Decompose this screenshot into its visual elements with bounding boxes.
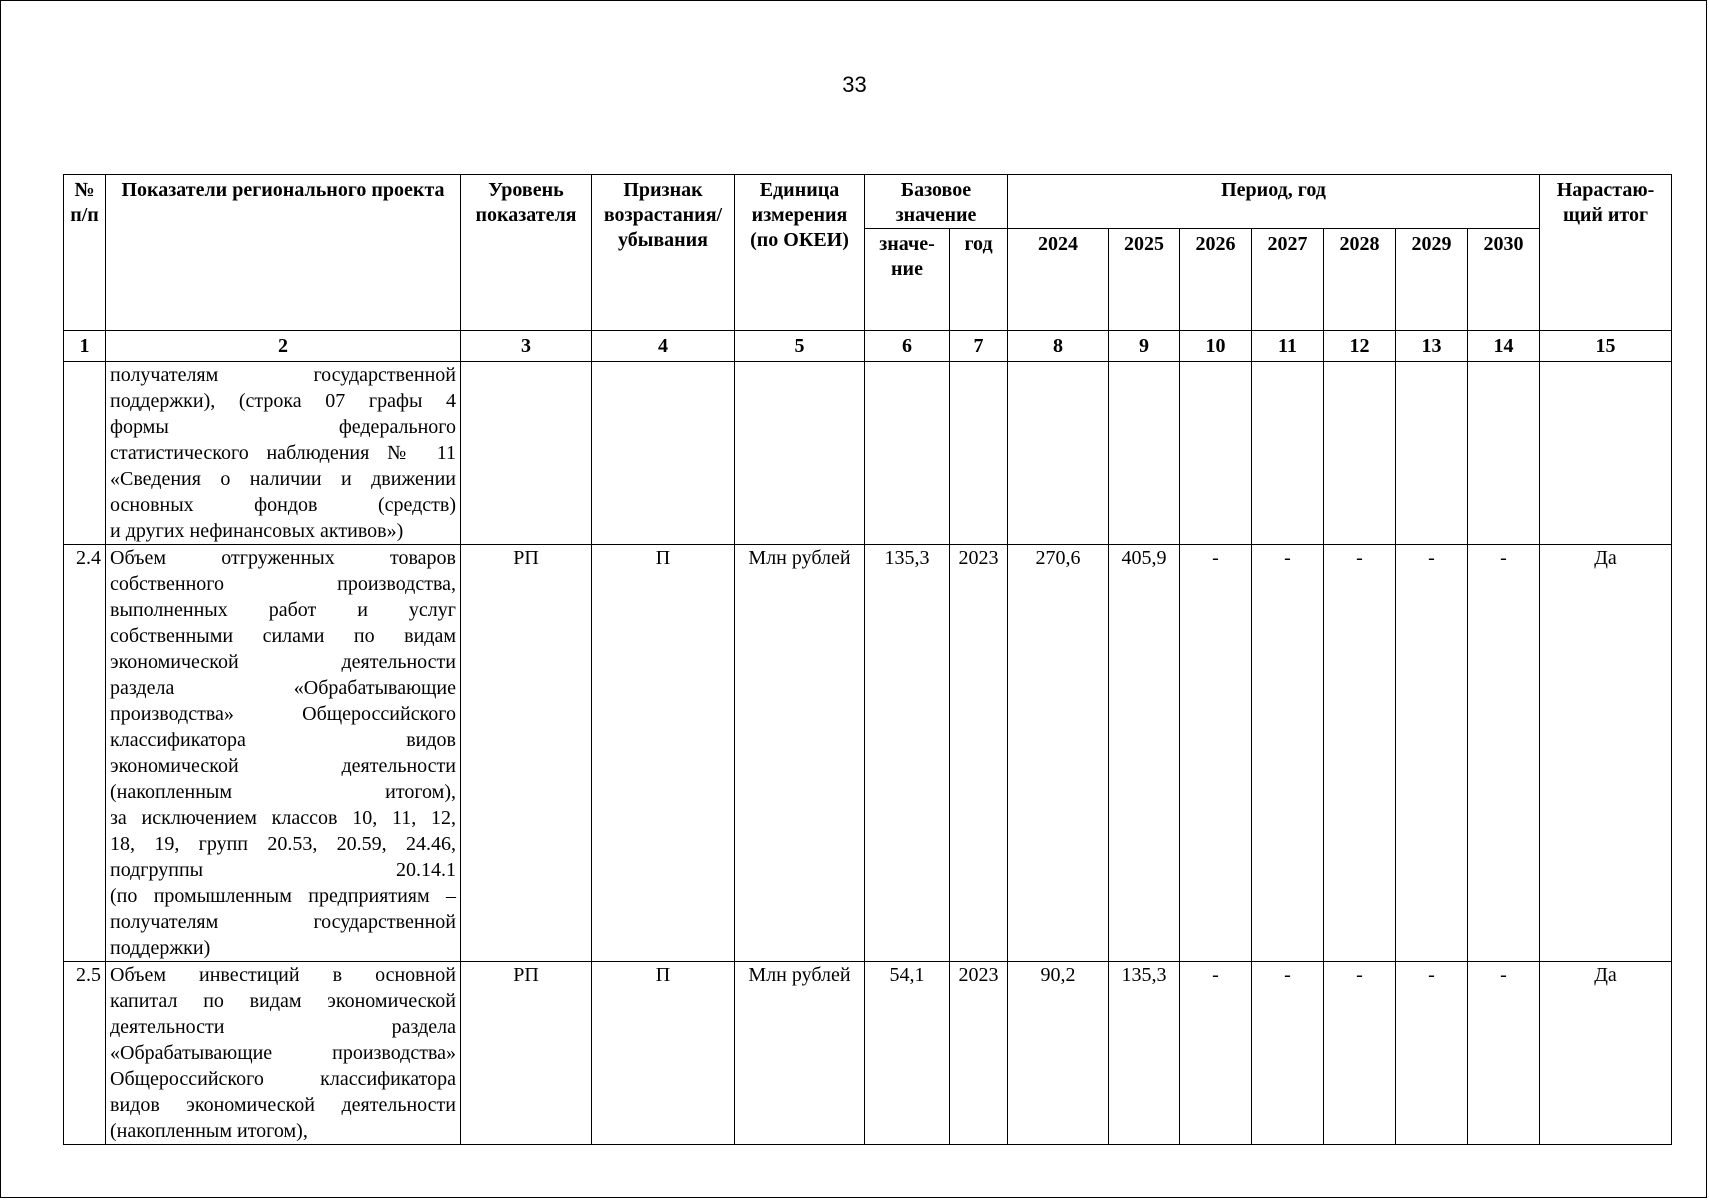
- column-number: 7: [950, 331, 1008, 362]
- indicator-level: РП: [461, 962, 592, 1145]
- description-line: 18, 19, групп 20.53, 20.59, 24.46,: [110, 833, 456, 855]
- description-line: Объем отгруженных товаров: [110, 547, 456, 569]
- column-number: 9: [1109, 331, 1180, 362]
- description-line: экономической деятельности: [110, 651, 456, 673]
- header-no: № п/п: [64, 175, 106, 331]
- year-value: [1180, 362, 1252, 545]
- year-value: [1109, 362, 1180, 545]
- column-number: 13: [1396, 331, 1468, 362]
- description-line: «Сведения о наличии и движении: [110, 468, 456, 490]
- column-number: 3: [461, 331, 592, 362]
- base-year: 2023: [950, 545, 1008, 962]
- column-numbers-row: [64, 331, 1672, 362]
- table-row: [64, 962, 1672, 1145]
- year-value: -: [1324, 545, 1396, 962]
- description-line: статистического наблюдения № 11: [110, 442, 456, 464]
- base-year: [950, 362, 1008, 545]
- description-line: Общероссийского классификатора: [110, 1068, 456, 1090]
- header-year: 2028: [1324, 229, 1396, 331]
- row-number: [64, 362, 106, 545]
- description-line: и других нефинансовых активов»): [110, 520, 404, 542]
- description-line: экономической деятельности: [110, 755, 456, 777]
- header-year: 2026: [1180, 229, 1252, 331]
- header-base-value: значе- ние: [865, 229, 950, 331]
- description-line: раздела «Обрабатывающие: [110, 677, 456, 699]
- header-year: 2027: [1252, 229, 1324, 331]
- header-base-year: год: [950, 229, 1008, 331]
- description-line: деятельности раздела: [110, 1016, 456, 1038]
- year-value: [1468, 362, 1540, 545]
- column-number: 2: [106, 331, 461, 362]
- description-line: поддержки), (строка 07 графы 4: [110, 390, 456, 412]
- description-line: выполненных работ и услуг: [110, 599, 456, 621]
- column-number: 11: [1252, 331, 1324, 362]
- base-value: 54,1: [865, 962, 950, 1145]
- year-value: -: [1252, 962, 1324, 1145]
- header-sign: Признак возрастания/ убывания: [592, 175, 735, 331]
- base-value: [865, 362, 950, 545]
- indicator-level: РП: [461, 545, 592, 962]
- column-number: 4: [592, 331, 735, 362]
- description-line: собственного производства,: [110, 573, 456, 595]
- page-number: 33: [842, 72, 867, 97]
- trend-sign: П: [592, 962, 735, 1145]
- header-cumulative: Нарастаю- щий итог: [1540, 175, 1672, 331]
- year-value: -: [1396, 545, 1468, 962]
- indicator-description: [106, 962, 461, 1145]
- header-base: Базовое значение: [865, 175, 1008, 229]
- description-line: собственными силами по видам: [110, 625, 456, 647]
- cumulative: Да: [1540, 545, 1672, 962]
- description-line: «Обрабатывающие производства»: [110, 1042, 456, 1064]
- year-value: 135,3: [1109, 962, 1180, 1145]
- description-line: видов экономической деятельности: [110, 1094, 456, 1116]
- column-number: 8: [1008, 331, 1109, 362]
- description-line: формы федерального: [110, 416, 456, 438]
- description-line: основных фондов (средств): [110, 494, 456, 516]
- indicator-level: [461, 362, 592, 545]
- description-line: (накопленным итогом),: [110, 781, 456, 803]
- row-number: 2.4: [64, 545, 106, 962]
- header-year: 2025: [1109, 229, 1180, 331]
- header-level: Уровень показателя: [461, 175, 592, 331]
- year-value: -: [1324, 962, 1396, 1145]
- header-year: 2024: [1008, 229, 1109, 331]
- description-line: за исключением классов 10, 11, 12,: [110, 807, 456, 829]
- description-line: получателям государственной: [110, 911, 456, 933]
- year-value: -: [1180, 962, 1252, 1145]
- table-row: [64, 362, 1672, 545]
- description-line: (накопленным итогом),: [110, 1120, 308, 1142]
- year-value: -: [1396, 962, 1468, 1145]
- indicator-description: [106, 362, 461, 545]
- description-line: подгруппы 20.14.1: [110, 859, 456, 881]
- year-value: [1396, 362, 1468, 545]
- year-value: -: [1468, 962, 1540, 1145]
- year-value: 90,2: [1008, 962, 1109, 1145]
- column-number: 12: [1324, 331, 1396, 362]
- header-indicator: Показатели регионального проекта: [106, 175, 461, 331]
- column-number: 14: [1468, 331, 1540, 362]
- trend-sign: [592, 362, 735, 545]
- description-line: классификатора видов: [110, 729, 456, 751]
- header-year: 2030: [1468, 229, 1540, 331]
- year-value: -: [1180, 545, 1252, 962]
- indicator-description: [106, 545, 461, 962]
- table-body: [64, 362, 1672, 1145]
- year-value: [1324, 362, 1396, 545]
- unit: Млн рублей: [735, 962, 865, 1145]
- unit: Млн рублей: [735, 545, 865, 962]
- description-line: получателям государственной: [110, 364, 456, 386]
- description-line: поддержки): [110, 937, 211, 959]
- year-value: 405,9: [1109, 545, 1180, 962]
- year-value: [1008, 362, 1109, 545]
- description-line: капитал по видам экономической: [110, 990, 456, 1012]
- row-number: 2.5: [64, 962, 106, 1145]
- cumulative: [1540, 362, 1672, 545]
- indicators-table: [63, 174, 1672, 1145]
- year-value: -: [1252, 545, 1324, 962]
- year-value: -: [1468, 545, 1540, 962]
- table-row: [64, 545, 1672, 962]
- header-period: Период, год: [1008, 175, 1540, 229]
- year-value: [1252, 362, 1324, 545]
- column-number: 5: [735, 331, 865, 362]
- cumulative: Да: [1540, 962, 1672, 1145]
- description-line: производства» Общероссийского: [110, 703, 456, 725]
- description-line: (по промышленным предприятиям –: [110, 885, 456, 907]
- column-number: 10: [1180, 331, 1252, 362]
- trend-sign: П: [592, 545, 735, 962]
- description-line: Объем инвестиций в основной: [110, 964, 456, 986]
- base-value: 135,3: [865, 545, 950, 962]
- year-value: 270,6: [1008, 545, 1109, 962]
- unit: [735, 362, 865, 545]
- column-number: 1: [64, 331, 106, 362]
- column-number: 6: [865, 331, 950, 362]
- header-unit: Единица измерения (по ОКЕИ): [735, 175, 865, 331]
- header-year: 2029: [1396, 229, 1468, 331]
- base-year: 2023: [950, 962, 1008, 1145]
- column-number: 15: [1540, 331, 1672, 362]
